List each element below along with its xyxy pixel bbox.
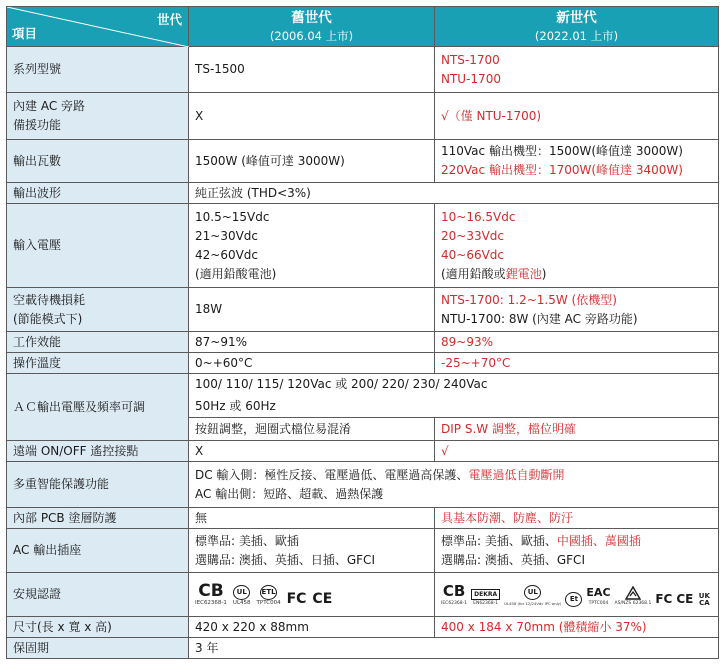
cert-new-logos [441,583,712,607]
pcb-new: 具基本防潮、防塵、防汙 [435,508,719,529]
ce-logo-icon: CE [676,591,694,606]
ukca-logo-icon: UK CA [698,591,710,607]
series-old: TS-1500 [189,47,435,93]
row-label-efficiency: 工作效能 [7,332,189,353]
comparison-table-wrapper [6,6,718,659]
row-watt [7,140,719,183]
rcm-logo-icon: AS/NZS 62368.1 [615,586,652,607]
socket-new-optional: 選購品: 澳插、英插、GFCI [441,552,585,567]
cert-new [435,573,719,617]
header-corner-item: 項目 [12,26,38,41]
row-label-series: 系列型號 [7,47,189,93]
standby-new-nts: NTS-1700: 1.2~1.5W (依機型) [441,292,617,307]
row-protect [7,462,719,508]
voltage-new-48v: 40~66Vdc [441,247,505,262]
series-new-model-2: NTU-1700 [441,71,501,86]
row-acout [7,374,719,396]
series-new [435,47,719,93]
acout-frequency: 50Hz 或 60Hz [189,396,719,418]
eac-logo-icon: EAC TPTC004 [586,585,611,606]
bypass-label-line-2: 備援功能 [13,118,62,132]
acout-new-clear: 檔位明確 [527,421,576,436]
bypass-new: √（僅 NTU-1700) [435,93,719,140]
protect-value [189,462,719,508]
ce-logo-icon: CE [312,590,333,607]
acout-new-adjust [435,418,719,441]
row-label-size: 尺寸(長 x 寬 x 高) [7,617,189,638]
row-label-temp: 操作溫度 [7,353,189,374]
row-efficiency [7,332,719,353]
bypass-label-line-1: 內建 AC 旁路 [13,99,86,113]
socket-old-optional: 選購品: 澳插、英插、日插、GFCI [195,552,375,567]
temp-new: -25~+70°C [435,353,719,374]
voltage-note-lithium: 鋰電池 [505,266,542,281]
row-remote [7,441,719,462]
header-old-generation [189,7,435,47]
size-new: 400 x 184 x 70mm (體積縮小 37%) [435,617,719,638]
new-generation-title: 新世代 [556,9,597,26]
cb-logo-icon: CB IEC62368-1 [195,580,227,606]
warranty-value: 3 年 [189,638,719,659]
row-warranty [7,638,719,659]
standby-old: 18W [189,288,435,332]
series-new-model-1: NTS-1700 [441,52,500,67]
standby-label-line-2: (節能模式下) [13,311,83,326]
row-label-bypass [7,93,189,140]
new-generation-date: (2022.01 上市) [534,28,619,43]
bypass-old: X [189,93,435,140]
voltage-new [435,204,719,288]
voltage-new-note [441,265,712,284]
row-label-standby [7,288,189,332]
header-row [7,7,719,47]
row-standby [7,288,719,332]
fcc-logo-icon: FC [655,591,673,606]
dekra-logo-icon: DEKRA EN62368-1 [473,590,499,606]
watt-old: 1500W (峰值可達 3000W) [189,140,435,183]
row-cert [7,573,719,617]
row-temp [7,353,719,374]
waveform-value: 純正弦波 (THD<3%) [189,183,719,204]
remote-new: √ [435,441,719,462]
row-label-voltage: 輸入電壓 [7,204,189,288]
socket-new-standard-added: 中國插、萬國插 [556,533,641,548]
row-series [7,47,719,93]
voltage-old-12v: 10.5~15Vdc [195,209,270,224]
size-old: 420 x 220 x 88mm [189,617,435,638]
row-voltage [7,204,719,288]
socket-new [435,529,719,573]
header-corner-generation: 世代 [156,12,182,27]
old-generation-title: 舊世代 [291,9,332,26]
row-label-socket: AC 輸出插座 [7,529,189,573]
watt-new-220: 220Vac 輸出機型：1700W(峰值達 3400W) [441,163,683,177]
watt-new [435,140,719,183]
row-label-protect: 多重智能保護功能 [7,462,189,508]
acout-old-adjust: 按鈕調整，迴圈式檔位易混淆 [189,418,435,441]
socket-new-standard [441,532,712,551]
standby-new-ntu: NTU-1700: 8W (內建 AC 旁路功能) [441,311,638,326]
pcb-old: 無 [189,508,435,529]
remote-old: X [189,441,435,462]
tuv-logo-icon: Et [565,592,582,607]
row-label-watt: 輸出瓦數 [7,140,189,183]
row-label-remote: 遠端 ON/OFF 遙控接點 [7,441,189,462]
acout-voltage: 100/ 110/ 115/ 120Vac 或 200/ 220/ 230/ 240Vac [189,374,719,396]
protect-dc-auto-cutoff: 電壓過低自動斷開 [468,467,565,482]
header-corner-cell [7,7,189,47]
row-label-acout: ＡＣ輸出電壓及頻率可調 [7,374,189,441]
cert-old [189,573,435,617]
row-socket [7,529,719,573]
row-bypass [7,93,719,140]
voltage-old-48v: 42~60Vdc [195,247,259,262]
socket-old-standard: 標準品: 美插、歐插 [195,533,299,548]
voltage-new-12v: 10~16.5Vdc [441,209,516,224]
cb-logo-icon: CB IEC62368-1 [441,581,468,606]
acout-new-dip: DIP S.W 調整， [441,421,528,436]
voltage-old-24v: 21~30Vdc [195,228,259,243]
temp-old: 0~+60°C [189,353,435,374]
row-pcb [7,508,719,529]
efficiency-new: 89~93% [435,332,719,353]
row-label-pcb: 內部 PCB 塗層防護 [7,508,189,529]
cert-old-logos [195,580,428,607]
standby-label-line-1: 空載待機損耗 [13,292,86,307]
standby-new [435,288,719,332]
voltage-old-note: (適用鉛酸電池) [195,266,277,281]
row-label-cert: 安規認證 [7,573,189,617]
ul-logo-icon: UL UL458 (for 12/24Vdc IPC only) [504,585,561,607]
tuv-logo-icon: ETL TPTC004 [257,585,281,607]
comparison-table [6,6,719,659]
row-label-waveform: 輸出波形 [7,183,189,204]
row-size [7,617,719,638]
socket-new-standard-text: 標準品: 美插、歐插、 [441,533,557,548]
row-label-warranty: 保固期 [7,638,189,659]
voltage-note-post: ) [541,266,547,281]
efficiency-old: 87~91% [189,332,435,353]
voltage-new-24v: 20~33Vdc [441,228,505,243]
protect-ac-side: AC 輸出側：短路、超載、過熱保護 [195,486,384,501]
protect-dc-side [195,466,712,485]
fcc-logo-icon: FC [286,590,307,607]
header-new-generation [435,7,719,47]
watt-new-110: 110Vac 輸出機型：1500W(峰值達 3000W) [441,144,683,158]
protect-dc-text: DC 輸入側：極性反接、電壓過低、電壓過高保護、 [195,467,469,482]
voltage-note-pre: (適用鉛酸或 [441,266,506,281]
old-generation-date: (2006.04 上市) [269,28,354,43]
ul-logo-icon: UL UL458 [233,585,251,607]
row-waveform [7,183,719,204]
socket-old [189,529,435,573]
voltage-old [189,204,435,288]
